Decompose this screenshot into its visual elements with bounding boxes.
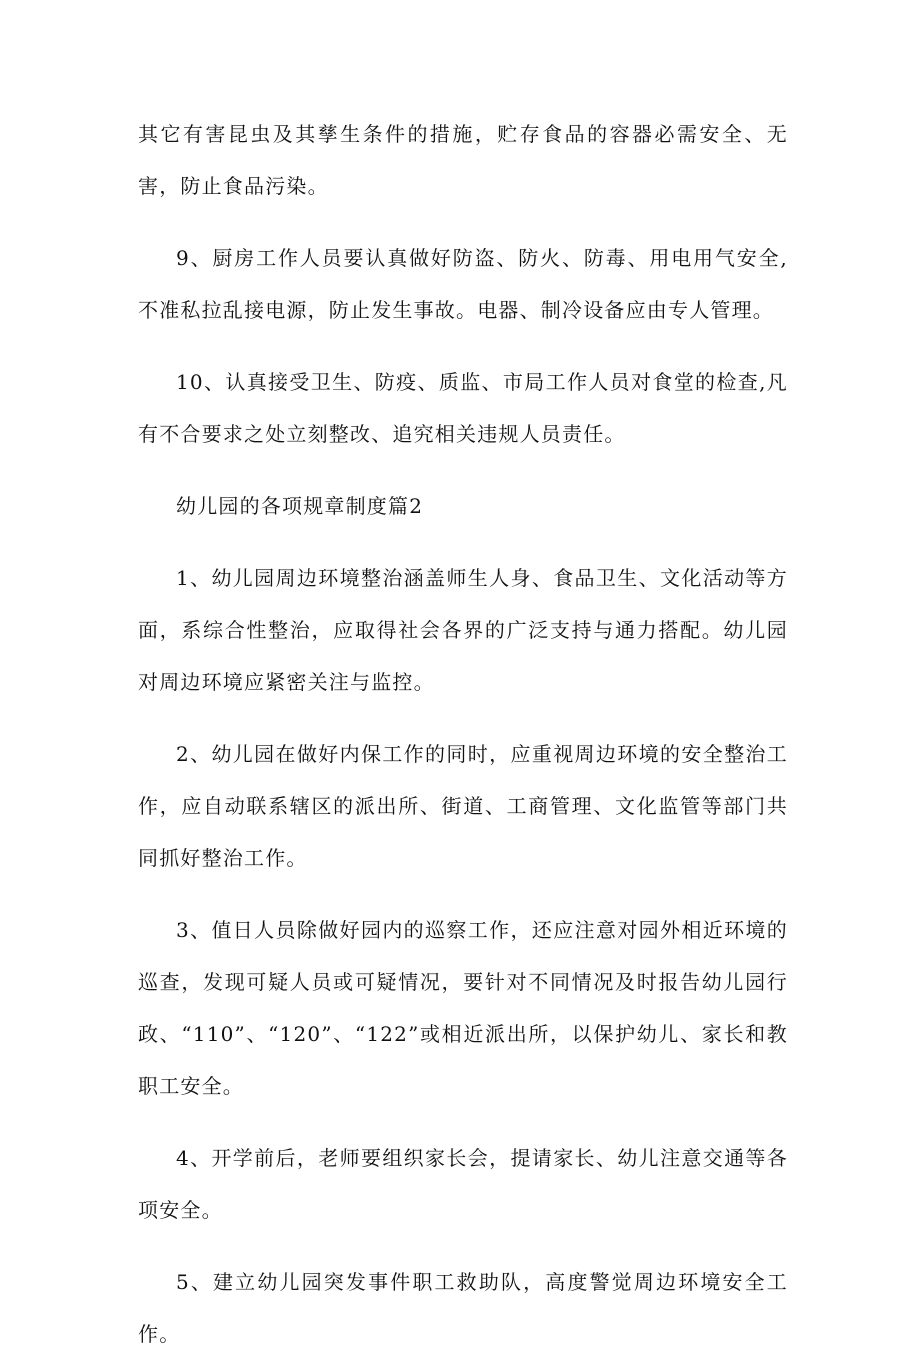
paragraph-continuation: 其它有害昆虫及其孳生条件的措施，贮存食品的容器必需安全、无害，防止食品污染。 xyxy=(138,122,788,198)
paragraph-item-4: 4、开学前后，老师要组织家长会，提请家长、幼儿注意交通等各项安全。 xyxy=(138,1146,788,1222)
paragraph-item-2: 2、幼儿园在做好内保工作的同时，应重视周边环境的安全整治工作，应自动联系辖区的派出所、街道、工商管理、文化监管等部门共同抓好整治工作。 xyxy=(138,742,788,870)
section-heading: 幼儿园的各项规章制度篇2 xyxy=(176,494,424,518)
paragraph-item-10: 10、认真接受卫生、防疫、质监、市局工作人员对食堂的检查,凡有不合要求之处立刻整改、追究相关违规人员责任。 xyxy=(138,370,788,446)
paragraph-item-5: 5、建立幼儿园突发事件职工救助队，高度警觉周边环境安全工作。 xyxy=(138,1270,788,1346)
paragraph-item-9: 9、厨房工作人员要认真做好防盗、防火、防毒、用电用气安全,不准私拉乱接电源，防止发生事故。电器、制冷设备应由专人管理。 xyxy=(138,246,788,322)
paragraph-item-3: 3、值日人员除做好园内的巡察工作，还应注意对园外相近环境的巡查，发现可疑人员或可疑情况，要针对不同情况及时报告幼儿园行政、“110”、“120”、“122”或相近派出所，以保护幼儿、家长和教职工安全。 xyxy=(138,918,788,1098)
paragraph-item-1: 1、幼儿园周边环境整治涵盖师生人身、食品卫生、文化活动等方面，系综合性整治，应取得社会各界的广泛支持与通力搭配。幼儿园对周边环境应紧密关注与监控。 xyxy=(138,566,788,694)
